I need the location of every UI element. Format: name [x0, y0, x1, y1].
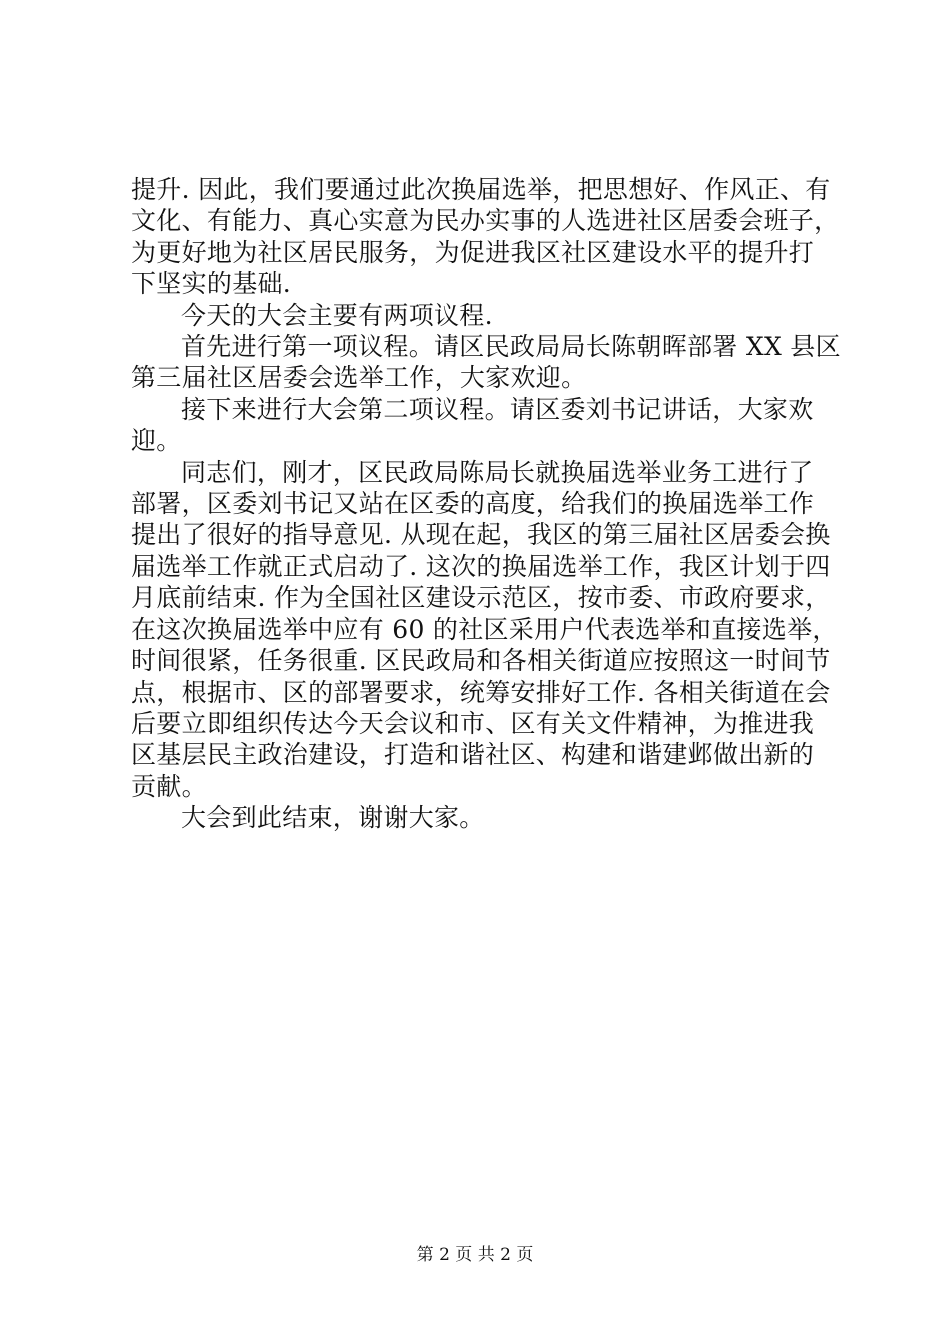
text-line: 接下来进行大会第二项议程。请区委刘书记讲话，大家欢: [181, 394, 814, 424]
page-footer: 第 2 页 共 2 页: [416, 1245, 534, 1265]
text-line: 今天的大会主要有两项议程.: [181, 300, 493, 330]
text-line: 同志们，刚才，区民政局陈局长就换届选举业务工进行了: [181, 457, 814, 487]
text-line: 下坚实的基础.: [131, 269, 292, 299]
text-line: 届选举工作就正式启动了. 这次的换届选举工作，我区计划于四: [131, 551, 831, 581]
document-body: [131, 174, 841, 834]
text-line: 部署，区委刘书记又站在区委的高度，给我们的换届选举工作: [131, 489, 815, 519]
text-line: 月底前结束. 作为全国社区建设示范区，按市委、市政府要求，: [131, 583, 831, 613]
text-line: 后要立即组织传达今天会议和市、区有关文件精神，为推进我: [131, 708, 815, 738]
text-line: 点，根据市、区的部署要求，统筹安排好工作. 各相关街道在会: [131, 677, 831, 707]
text-line: 提出了很好的指导意见. 从现在起，我区的第三届社区居委会换: [131, 520, 831, 550]
text-line: 首先进行第一项议程。请区民政局局长陈朝晖部署 XX 县区: [181, 332, 841, 362]
text-line: 贡献。: [131, 771, 207, 801]
text-line: 提升. 因此，我们要通过此次换届选举，把思想好、作风正、有: [131, 175, 831, 204]
text-line: 为更好地为社区居民服务，为促进我区社区建设水平的提升打: [131, 237, 815, 267]
text-line: 大会到此结束，谢谢大家。: [181, 803, 485, 833]
text-line: 文化、有能力、真心实意为民办实事的人选进社区居委会班子，: [131, 206, 840, 236]
text-line: 时间很紧，任务很重. 区民政局和各相关街道应按照这一时间节: [131, 646, 831, 676]
text-line: 在这次换届选举中应有 60 的社区采用户代表选举和直接选举，: [131, 614, 838, 644]
text-line: 第三届社区居委会选举工作，大家欢迎。: [131, 363, 587, 393]
text-line: 迎。: [131, 426, 182, 456]
text-line: 区基层民主政治建设，打造和谐社区、构建和谐建邺做出新的: [131, 740, 815, 770]
